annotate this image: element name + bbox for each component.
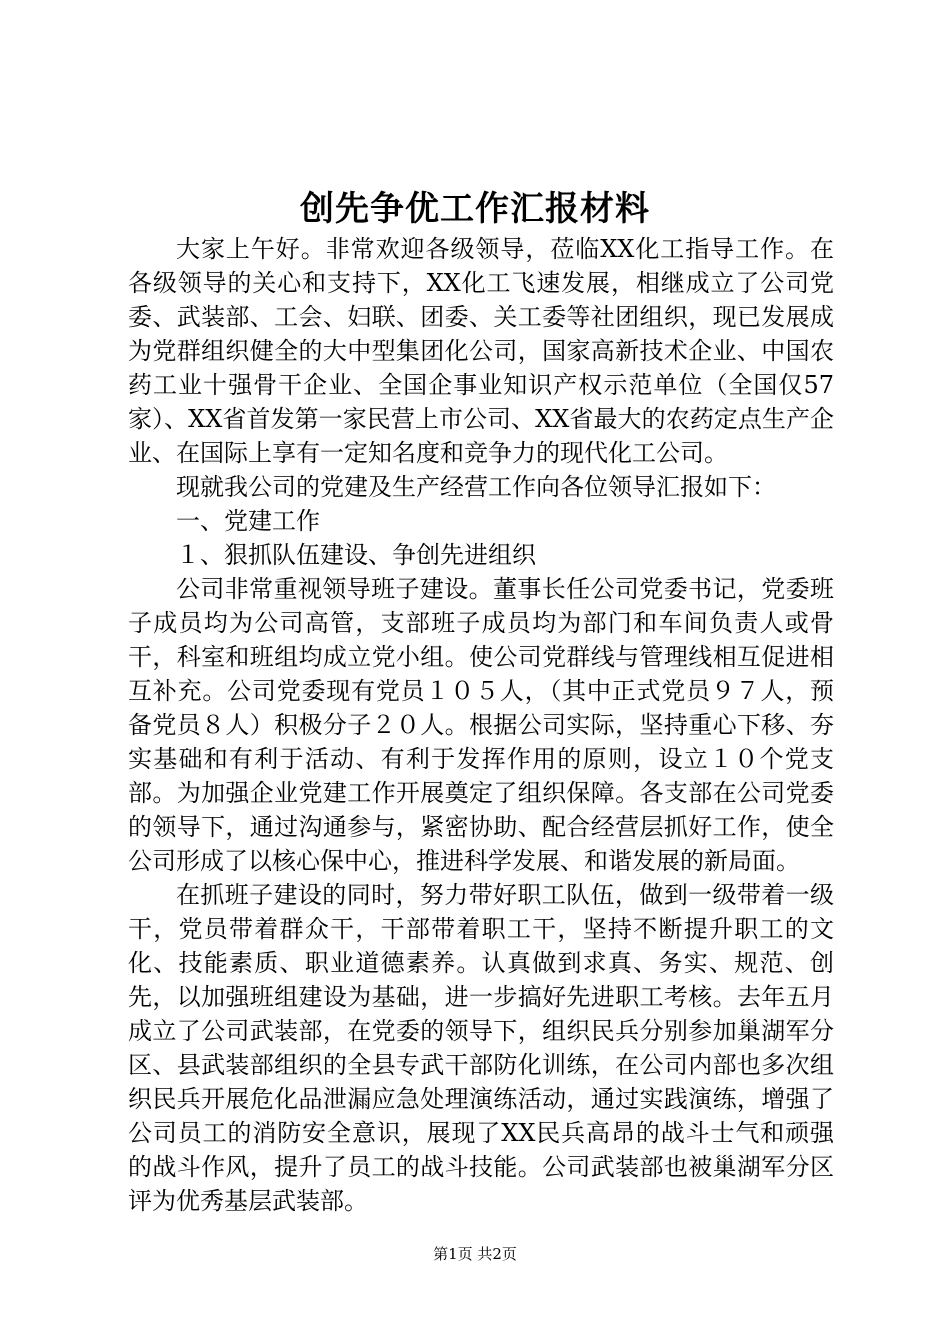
paragraph-workforce: 在抓班子建设的同时，努力带好职工队伍，做到一级带着一级干，党员带着群众干，干部带着职工干，坚持不断提升职工的文化、技能素质、职业道德素养。认真做到求真、务实、规范、创先，以加强班组建设为基础，进一步搞好先进职工考核。去年五月成立了公司武装部，在党委的领导下，组织民兵分别参加巢湖军分区、县武装部组织的全县专武干部防化训练，在公司内部也多次组织民兵开展危化品泄漏应急处理演练活动，通过实践演练，增强了公司员工的消防安全意识，展现了XX民兵高昂的战斗士气和顽强的战斗作风，提升了员工的战斗技能。公司武装部也被巢湖军分区评为优秀基层武装部。 [128, 881, 834, 1215]
document-body [128, 232, 834, 1218]
paragraph-report-lead: 现就我公司的党建及生产经营工作向各位领导汇报如下： [176, 473, 776, 501]
subsection-heading-team-building: １、狠抓队伍建设、争创先进组织 [176, 541, 536, 569]
section-heading-party-building: 一、党建工作 [176, 507, 320, 535]
page-footer: 第1页 共2页 [433, 1245, 517, 1263]
document-title: 创先争优工作汇报材料 [300, 189, 650, 229]
paragraph-intro: 大家上午好。非常欢迎各级领导，莅临XX化工指导工作。在各级领导的关心和支持下，XX化工飞速发展，相继成立了公司党委、武装部、工会、妇联、团委、关工委等社团组织，现已发展成为党群组织健全的大中型集团化公司，国家高新技术企业、中国农药工业十强骨干企业、全国企事业知识产权示范单位（全国仅57家）、XX省首发第一家民营上市公司、XX省最大的农药定点生产企业、在国际上享有一定知名度和竞争力的现代化工公司。 [128, 235, 834, 467]
paragraph-leadership: 公司非常重视领导班子建设。董事长任公司党委书记，党委班子成员均为公司高管，支部班子成员均为部门和车间负责人或骨干，科室和班组均成立党小组。使公司党群线与管理线相互促进相互补充。公司党委现有党员１０５人，（其中正式党员９７人，预备党员８人）积极分子２０人。根据公司实际，坚持重心下移、夯实基础和有利于活动、有利于发挥作用的原则，设立１０个党支部。为加强企业党建工作开展奠定了组织保障。各支部在公司党委的领导下，通过沟通参与，紧密协助、配合经营层抓好工作，使全公司形成了以核心保中心，推进科学发展、和谐发展的新局面。 [128, 575, 834, 875]
